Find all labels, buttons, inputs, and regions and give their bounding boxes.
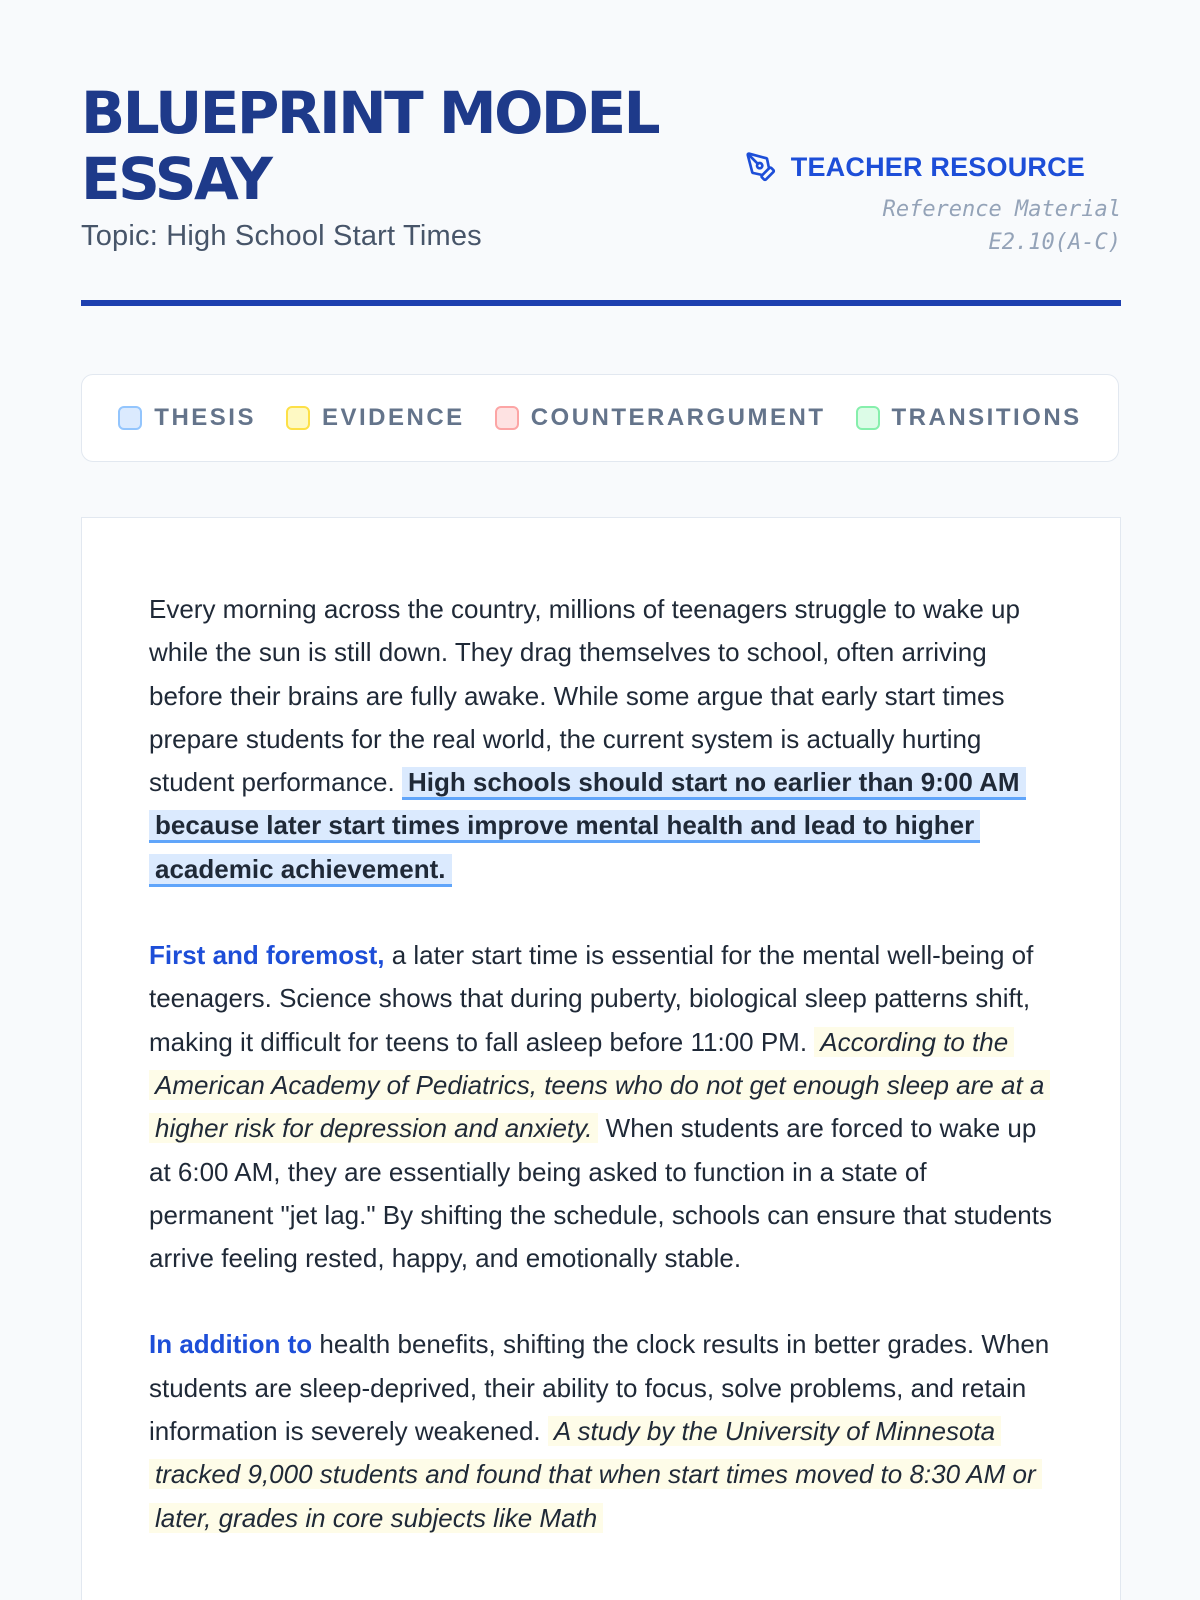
transition-phrase: In addition to [149, 1329, 313, 1360]
intro-paragraph [149, 588, 1054, 891]
reference-line-1: Reference Material [882, 197, 1121, 222]
thesis-statement: High schools should start no earlier than 9:00 AM because later start times improve mental health and lead to higher academic achievement. [149, 767, 1026, 887]
evidence-swatch [286, 406, 310, 430]
evidence-quote: A study by the University of Minnesota tracked 9,000 students and found that when start times moved to 8:30 AM or later, grades in core subjects like Math [149, 1416, 1042, 1533]
reference-line-2: E2.10(A-C) [988, 230, 1121, 255]
teacher-resource-badge [745, 151, 1085, 183]
highlight-legend [81, 374, 1119, 462]
legend-item-counterargument [495, 404, 826, 432]
legend-label: COUNTERARGUMENT [530, 404, 826, 431]
body-text: health benefits, shifting the clock results in better grades. When students are sleep-deprived, their ability to focus, solve problems, and retain information is severely weakened. [149, 1329, 1050, 1447]
legend-label: TRANSITIONS [891, 404, 1082, 431]
body-text: When students are forced to wake up at 6:00 AM, they are essentially being asked to function in a state of permanent "jet lag." By shifting the schedule, schools can ensure that students arrive feeling rested, happy, and emotionally stable. [149, 1113, 1052, 1274]
legend-item-evidence [286, 404, 465, 432]
body-paragraph-1 [149, 934, 1054, 1280]
header-divider [81, 300, 1121, 306]
thesis-swatch [118, 406, 142, 430]
reference-code [745, 193, 1121, 259]
body-text: a later start time is essential for the mental well-being of teenagers. Science shows that during puberty, biological sleep patterns shift, making it difficult for teens to fall asleep before 11:00 PM. [149, 940, 1034, 1057]
essay-topic: Topic: High School Start Times [81, 220, 482, 252]
page-title: BLUEPRINT MODEL ESSAY [81, 79, 659, 213]
transition-phrase: First and foremost, [149, 940, 385, 971]
legend-label: EVIDENCE [321, 404, 465, 431]
counterargument-swatch [495, 406, 519, 430]
body-paragraph-2 [149, 1323, 1054, 1539]
evidence-quote: According to the American Academy of Pediatrics, teens who do not get enough sleep are at a higher risk for depression and anxiety. [149, 1027, 1050, 1144]
transitions-swatch [856, 406, 880, 430]
legend-item-transitions [856, 404, 1082, 432]
resource-label: TEACHER RESOURCE [790, 151, 1085, 182]
legend-item-thesis [118, 404, 256, 432]
pen-tool-icon [745, 151, 777, 183]
resource-info [745, 151, 1121, 259]
intro-text: Every morning across the country, millions of teenagers struggle to wake up while the sun is still down. They drag themselves to school, often arriving before their brains are fully awake. While some argue that early start times prepare students for the real world, the current system is actually hurting student performance. [149, 594, 1020, 798]
legend-label: THESIS [154, 404, 256, 431]
header [81, 80, 1121, 253]
essay-body [81, 517, 1121, 1600]
